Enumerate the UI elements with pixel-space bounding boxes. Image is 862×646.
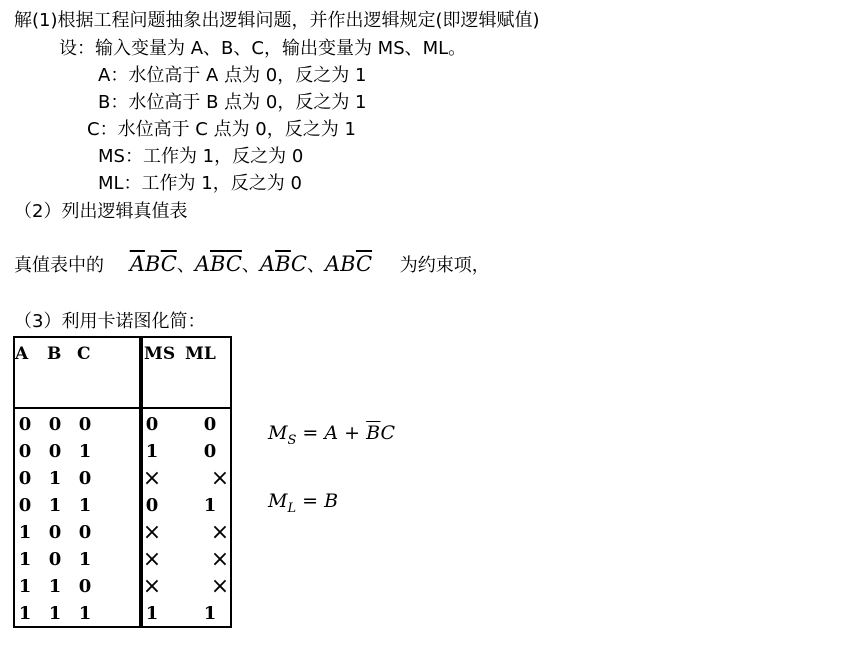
truth-table xyxy=(13,336,232,628)
table-cell-ml: × xyxy=(210,466,230,491)
table-cell-b: 0 xyxy=(48,522,62,543)
header-c: C xyxy=(77,344,91,364)
table-cell-c: 0 xyxy=(78,468,92,489)
table-cell-b: 1 xyxy=(48,495,62,516)
table-cell-ml: × xyxy=(210,547,230,572)
table-cell-c: 1 xyxy=(78,603,92,624)
table-cell-c: 1 xyxy=(78,495,92,516)
table-cell-a: 1 xyxy=(18,549,32,570)
table-cell-ms: 0 xyxy=(145,414,159,435)
table-cell-c: 0 xyxy=(78,576,92,597)
table-header-rule xyxy=(15,407,230,409)
table-cell-ml: 0 xyxy=(203,441,217,462)
table-cell-ms: × xyxy=(142,520,162,545)
table-cell-ms: × xyxy=(142,574,162,599)
table-cell-c: 0 xyxy=(78,522,92,543)
table-cell-ml: 1 xyxy=(203,603,217,624)
rule-c: C：水位高于 C 点为 0，反之为 1 xyxy=(87,119,356,140)
table-cell-c: 1 xyxy=(78,441,92,462)
rule-b: B：水位高于 B 点为 0，反之为 1 xyxy=(98,92,367,113)
table-cell-a: 0 xyxy=(18,495,32,516)
step-3-heading: （3）利用卡诺图化简： xyxy=(14,311,206,332)
table-cell-a: 0 xyxy=(18,414,32,435)
table-cell-a: 0 xyxy=(18,468,32,489)
table-cell-ms: 0 xyxy=(145,495,159,516)
table-cell-b: 1 xyxy=(48,576,62,597)
rule-a: A：水位高于 A 点为 0，反之为 1 xyxy=(98,65,367,86)
table-cell-a: 0 xyxy=(18,441,32,462)
table-cell-b: 0 xyxy=(48,549,62,570)
table-cell-b: 1 xyxy=(48,603,62,624)
formula-ml: $M_L = B$ xyxy=(268,490,339,516)
rule-ms: MS：工作为 1，反之为 0 xyxy=(98,146,304,167)
solution-heading: 解(1)根据工程问题抽象出逻辑问题，并作出逻辑规定(即逻辑赋值) xyxy=(14,10,540,31)
table-cell-ms: × xyxy=(142,547,162,572)
header-a: A xyxy=(15,344,29,364)
step-2-heading: （2）列出逻辑真值表 xyxy=(14,201,188,222)
header-ms: MS xyxy=(144,344,176,364)
assumption-line: 设：输入变量为 A、B、C，输出变量为 MS、ML。 xyxy=(59,38,467,59)
header-b: B xyxy=(47,344,62,364)
constraint-tail-text: 为约束项， xyxy=(399,255,490,276)
table-cell-a: 1 xyxy=(18,522,32,543)
table-cell-ml: × xyxy=(210,574,230,599)
table-cell-ml: × xyxy=(210,520,230,545)
formula-ms: $M_S = A + \overline{B}C$ xyxy=(268,422,396,448)
header-ml: ML xyxy=(185,344,216,364)
table-cell-ml: 0 xyxy=(203,414,217,435)
constraint-line xyxy=(14,252,490,278)
table-cell-b: 1 xyxy=(48,468,62,489)
table-cell-ml: 1 xyxy=(203,495,217,516)
table-cell-b: 0 xyxy=(48,441,62,462)
constraint-terms: $\overline{A}B\overline{C}$、$A\overline{B}\overline{C}$、$A\overline{B}C$、$AB\overline{C}$ xyxy=(129,252,373,276)
table-cell-ms: × xyxy=(142,466,162,491)
table-cell-c: 1 xyxy=(78,549,92,570)
table-cell-ms: 1 xyxy=(145,441,159,462)
table-cell-c: 0 xyxy=(78,414,92,435)
table-cell-b: 0 xyxy=(48,414,62,435)
table-cell-ms: 1 xyxy=(145,603,159,624)
rule-ml: ML：工作为 1，反之为 0 xyxy=(98,173,302,194)
constraint-lead-text: 真值表中的 xyxy=(14,255,104,276)
table-cell-a: 1 xyxy=(18,576,32,597)
table-cell-a: 1 xyxy=(18,603,32,624)
